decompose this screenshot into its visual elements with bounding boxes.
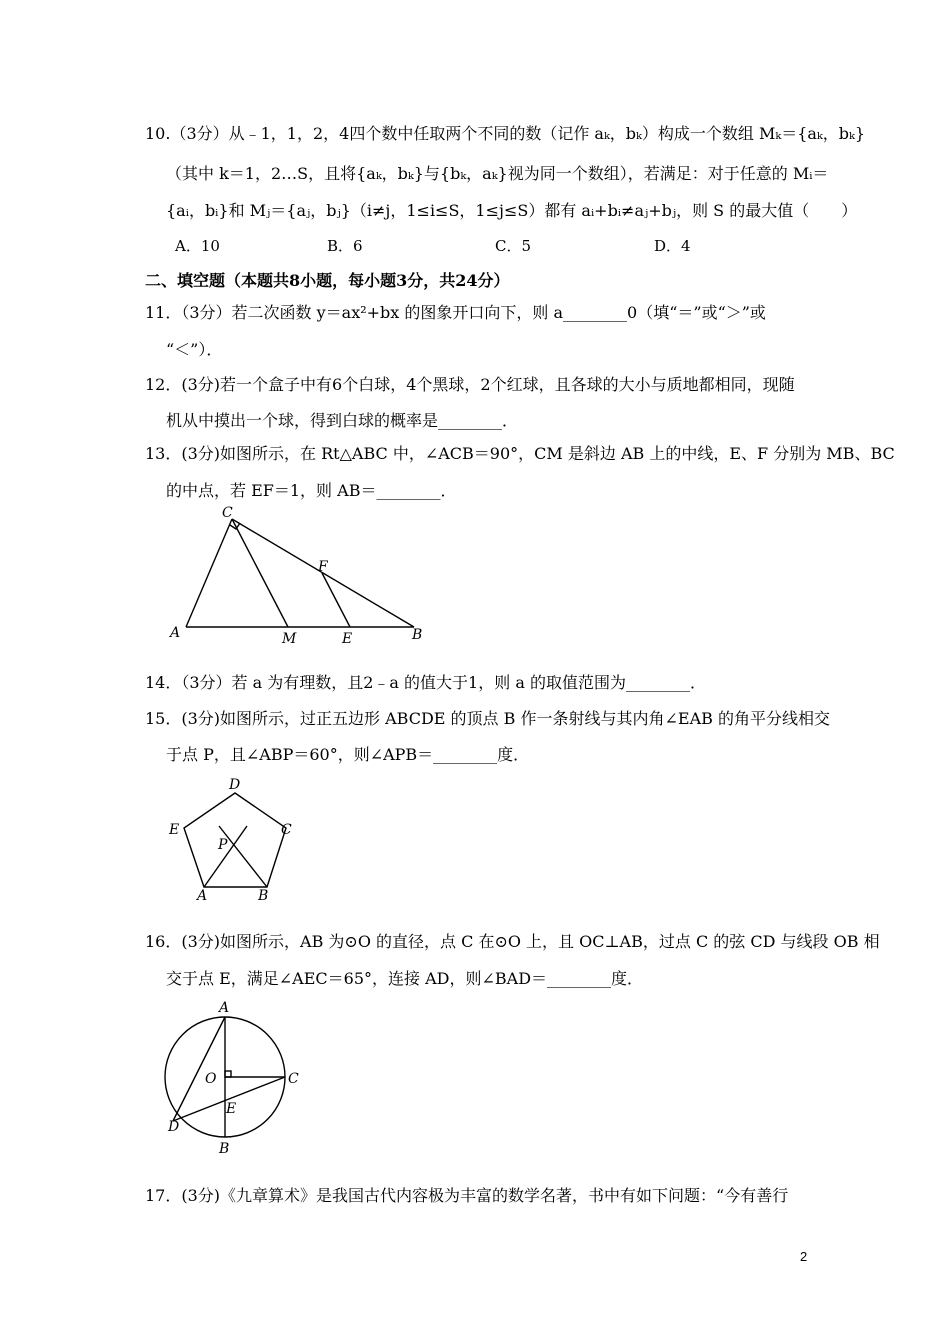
label-b: B xyxy=(412,627,423,643)
label-a: A xyxy=(219,1000,230,1016)
q11-line1: 11．（3分）若二次函数 y＝ax²+bx 的图象开口向下，则 a________0（填“＝”或“＞”或 xyxy=(145,303,766,322)
q12-line1: 12．(3分)若一个盒子中有6个白球，4个黑球，2个红球，且各球的大小与质地都相同，现随 xyxy=(145,375,795,394)
label-c: C xyxy=(288,1071,299,1087)
q15-line1: 15．(3分)如图所示，过正五边形 ABCDE 的顶点 B 作一条射线与其内角∠EAB 的角平分线相交 xyxy=(145,709,830,728)
label-d: D xyxy=(168,1119,180,1135)
section-heading-fill-in: 二、填空题（本题共8小题，每小题3分，共24分） xyxy=(145,271,510,290)
q10-option-b: B．6 xyxy=(327,237,363,255)
label-a: A xyxy=(197,888,208,904)
q12-line2: 机从中摸出一个球，得到白球的概率是________． xyxy=(166,411,519,430)
q10-option-c: C．5 xyxy=(495,237,532,255)
q11-line2: “＜”）． xyxy=(166,340,223,359)
q10-option-a: A．10 xyxy=(175,237,220,255)
page-number: 2 xyxy=(800,1249,808,1264)
q13-triangle-figure xyxy=(160,505,450,650)
label-e: E xyxy=(226,1101,237,1117)
q15-line2: 于点 P，且∠ABP＝60°，则∠APB＝________度． xyxy=(166,745,530,764)
label-a: A xyxy=(170,625,181,641)
label-p: P xyxy=(218,837,228,853)
q13-line2: 的中点，若 EF＝1，则 AB＝________． xyxy=(166,481,457,500)
label-c: C xyxy=(281,822,292,838)
label-m: M xyxy=(282,631,297,647)
label-d: D xyxy=(229,777,241,793)
label-o: O xyxy=(205,1071,217,1087)
label-e: E xyxy=(342,631,353,647)
q17-line1: 17．(3分)《九章算术》是我国古代内容极为丰富的数学名著，书中有如下问题：“今有善行 xyxy=(145,1186,789,1205)
label-c: C xyxy=(222,505,233,521)
q16-circle-figure xyxy=(155,995,315,1160)
q10-line2: （其中 k＝1，2…S，且将{aₖ，bₖ}与{bₖ，aₖ}视为同一个数组），若满足：对于任意的 Mᵢ＝ xyxy=(166,164,829,183)
q10-option-d: D．4 xyxy=(654,237,691,255)
label-b: B xyxy=(219,1141,230,1157)
label-e: E xyxy=(169,822,180,838)
q15-pentagon-figure xyxy=(165,772,305,907)
q14-line1: 14．（3分）若 a 为有理数，且2﹣a 的值大于1，则 a 的取值范围为________． xyxy=(145,673,706,692)
label-f: F xyxy=(318,559,328,575)
q10-line1: 10.（3分）从﹣1，1，2，4四个数中任取两个不同的数（记作 aₖ，bₖ）构成一个数组 Mₖ＝{aₖ，bₖ} xyxy=(145,124,866,143)
q10-line3: {aᵢ，bᵢ}和 Mⱼ＝{aⱼ，bⱼ}（i≠j，1≤i≤S，1≤j≤S）都有 aᵢ+bᵢ≠aⱼ+bⱼ，则 S 的最大值（ ） xyxy=(166,201,858,220)
label-b: B xyxy=(258,888,269,904)
q16-line1: 16．(3分)如图所示，AB 为⊙O 的直径，点 C 在⊙O 上，且 OC⊥AB，过点 C 的弦 CD 与线段 OB 相 xyxy=(145,932,880,951)
q16-line2: 交于点 E，满足∠AEC＝65°，连接 AD，则∠BAD＝________度． xyxy=(166,969,644,988)
q13-line1: 13．(3分)如图所示，在 Rt△ABC 中，∠ACB＝90°，CM 是斜边 AB 上的中线，E、F 分别为 MB、BC xyxy=(145,444,895,463)
